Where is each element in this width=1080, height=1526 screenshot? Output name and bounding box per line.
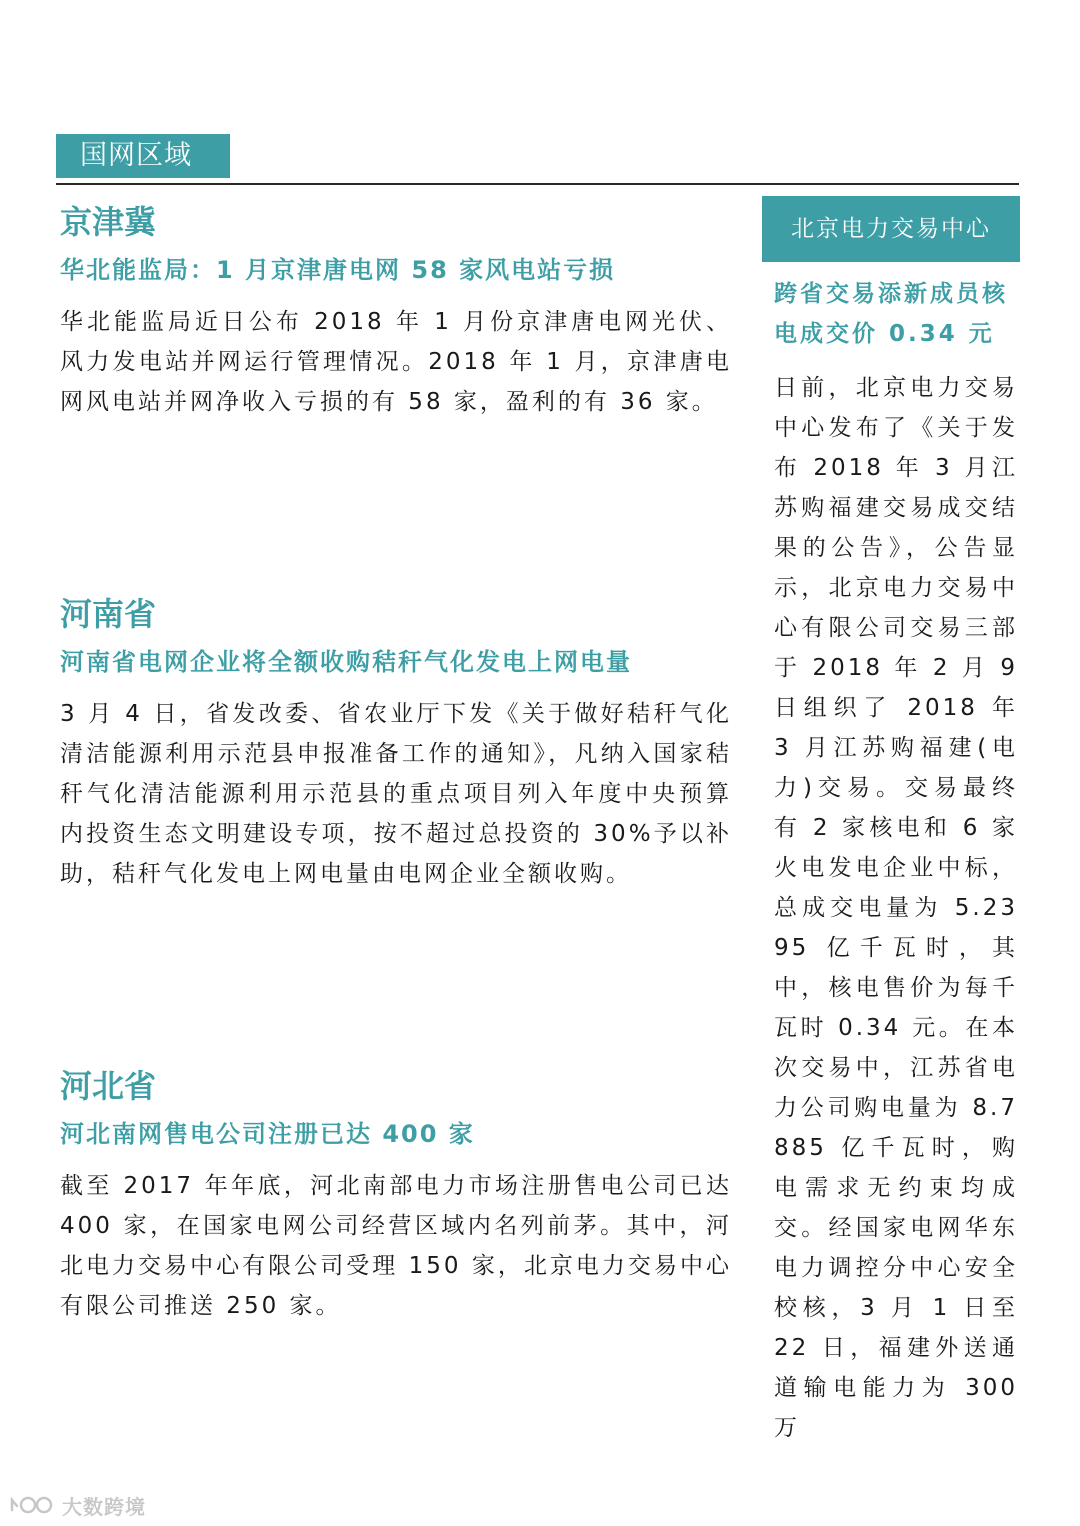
sidebar-title: 跨省交易添新成员核电成交价 0.34 元 <box>774 281 1008 347</box>
region-jingjinji <box>60 198 732 422</box>
watermark-text: 大数跨境 <box>62 1494 146 1519</box>
region-title: 河北省 <box>60 1067 157 1105</box>
region-body: 截至 2017 年年底，河北南部电力市场注册售电公司已达 400 家，在国家电网公司经营区域内名列前茅。其中，河北电力交易中心有限公司受理 150 家，北京电力交易中心有限公司推送 250 家。 <box>60 1173 732 1319</box>
sidebar-tag: 北京电力交易中心 <box>762 196 1020 262</box>
region-subtitle: 河北南网售电公司注册已达 400 家 <box>60 1120 475 1148</box>
region-subtitle: 华北能监局：1 月京津唐电网 58 家风电站亏损 <box>60 256 616 284</box>
top-divider <box>56 183 1019 185</box>
watermark <box>8 1490 146 1520</box>
region-subtitle: 河南省电网企业将全额收购秸秆气化发电上网电量 <box>60 648 632 676</box>
region-henan <box>60 590 732 894</box>
region-hebei <box>60 1062 732 1326</box>
region-title: 京津冀 <box>60 203 157 241</box>
sidebar-body: 日前，北京电力交易中心发布了《关于发布 2018 年 3 月江苏购福建交易成交结果的公告》，公告显示，北京电力交易中心有限公司交易三部于 2018 年 2 月 9 日组织了 2018 年 3 月江苏购福建(电力)交易。交易最终有 2 家核电和 6 家火电发电企业中标，总成交电量为 5.2395 亿千瓦时，其中，核电售价为每千瓦时 0.34 元。在本次交易中，江苏省电力公司购电量为 8.7885 亿千瓦时，购电需求无约束均成交。经国家电网华东电力调控分中心安全校核，3 月 1 日至 22 日，福建外送通道输电能力为 300 万 <box>774 375 1018 1441</box>
section-tag: 国网区域 <box>56 134 230 178</box>
region-body: 3 月 4 日，省发改委、省农业厅下发《关于做好秸秆气化清洁能源利用示范县申报准备工作的通知》，凡纳入国家秸秆气化清洁能源利用示范县的重点项目列入年度中央预算内投资生态文明建设专项，按不超过总投资的 30%予以补助，秸秆气化发电上网电量由电网企业全额收购。 <box>60 701 732 887</box>
sidebar <box>762 196 1020 1448</box>
watermark-logo-icon <box>8 1494 56 1516</box>
region-title: 河南省 <box>60 595 157 633</box>
region-body: 华北能监局近日公布 2018 年 1 月份京津唐电网光伏、风力发电站并网运行管理情况。2018 年 1 月，京津唐电网风电站并网净收入亏损的有 58 家，盈利的有 36 家。 <box>60 309 732 415</box>
